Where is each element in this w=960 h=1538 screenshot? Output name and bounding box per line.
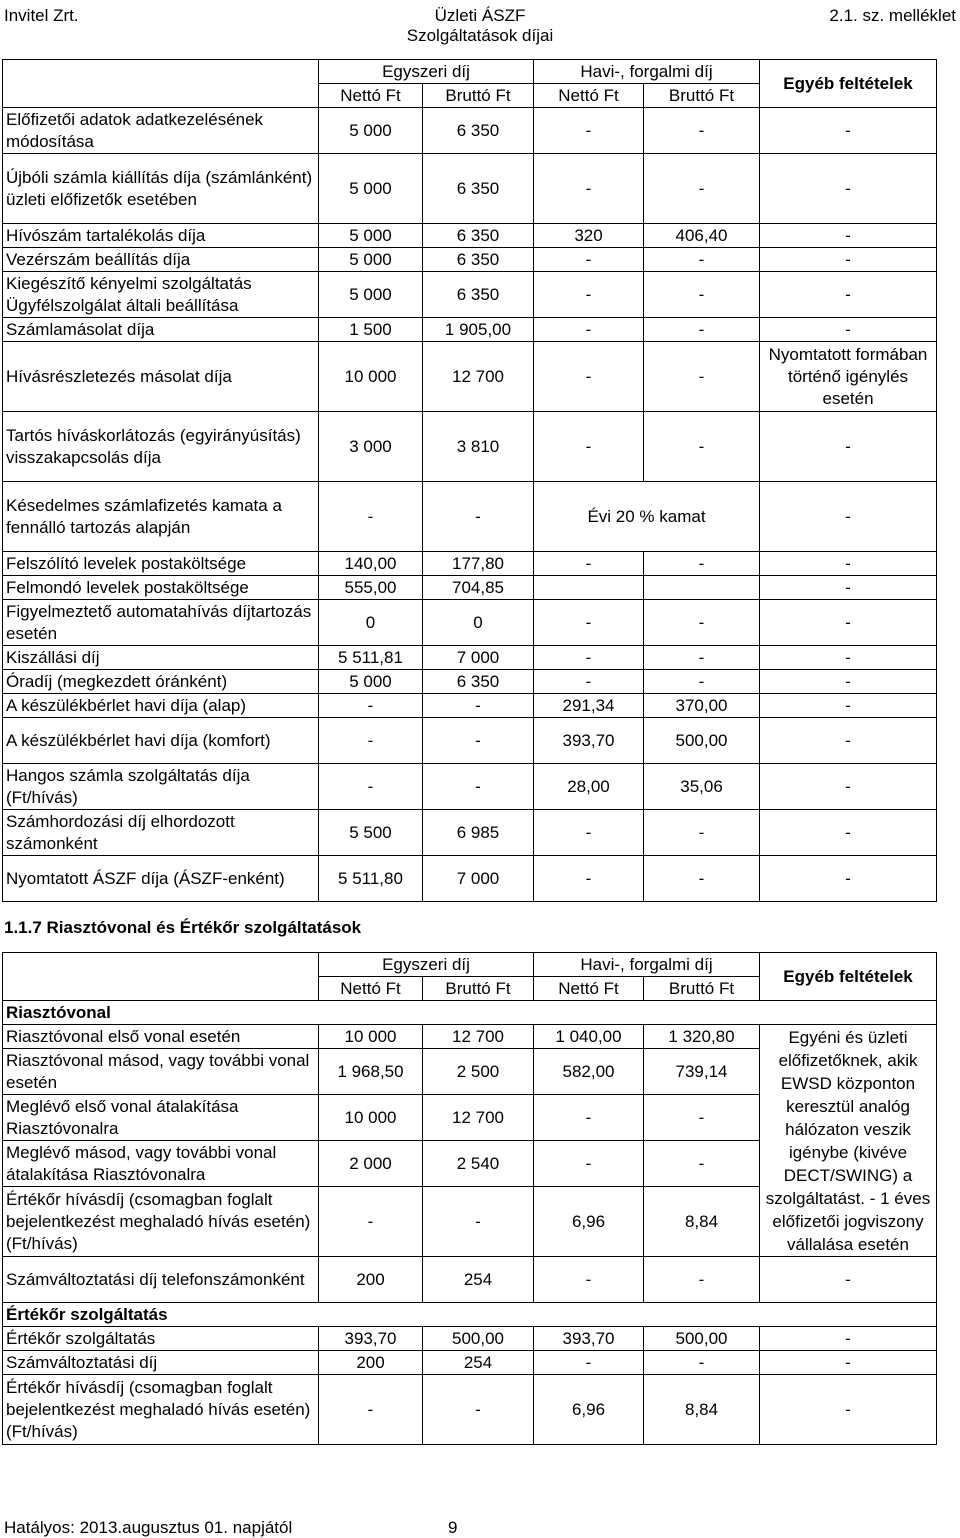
fee-label: Számlamásolat díja — [3, 318, 319, 342]
fee-label: Értékőr hívásdíj (csomagban foglalt bejelentkezést meghaladó hívás esetén) (Ft/hívás) — [3, 1375, 319, 1445]
fee-label: Hívásrészletezés másolat díja — [3, 342, 319, 412]
monthly-net: - — [534, 108, 644, 154]
monthly-gross: - — [644, 600, 760, 646]
other-conditions: - — [760, 600, 937, 646]
one-time-net: 5 500 — [319, 810, 423, 856]
monthly-net: - — [534, 248, 644, 272]
monthly-net: 393,70 — [534, 1327, 644, 1351]
monthly-net: 320 — [534, 224, 644, 248]
header-empty-cell — [3, 953, 319, 1001]
fee-label: Vezérszám beállítás díja — [3, 248, 319, 272]
fee-label: Hívószám tartalékolás díja — [3, 224, 319, 248]
one-time-gross: 2 500 — [423, 1049, 534, 1095]
one-time-net: 5 000 — [319, 224, 423, 248]
one-time-net: 5 511,80 — [319, 856, 423, 902]
table-row — [3, 718, 937, 764]
monthly-net: - — [534, 1257, 644, 1303]
table-row — [3, 694, 937, 718]
fee-label: A készülékbérlet havi díja (komfort) — [3, 718, 319, 764]
monthly-net: - — [534, 670, 644, 694]
one-time-net: 1 500 — [319, 318, 423, 342]
fee-label: Felszólító levelek postaköltsége — [3, 552, 319, 576]
other-conditions: - — [760, 718, 937, 764]
one-time-gross: 0 — [423, 600, 534, 646]
monthly-gross: - — [644, 1095, 760, 1141]
header-one-time-fee: Egyszeri díj — [319, 953, 534, 977]
other-conditions: - — [760, 224, 937, 248]
table-row — [3, 318, 937, 342]
one-time-gross: 254 — [423, 1351, 534, 1375]
fee-label: Késedelmes számlafizetés kamata a fennálló tartozás alapján — [3, 482, 319, 552]
monthly-gross: - — [644, 412, 760, 482]
one-time-gross: 6 350 — [423, 224, 534, 248]
effective-date: Hatályos: 2013.augusztus 01. napjától — [4, 1518, 293, 1537]
fee-label: Óradíj (megkezdett óránként) — [3, 670, 319, 694]
one-time-gross: 6 350 — [423, 248, 534, 272]
one-time-gross: - — [423, 482, 534, 552]
table-row — [3, 482, 937, 552]
header-empty-cell — [3, 60, 319, 108]
monthly-gross: - — [644, 248, 760, 272]
one-time-net: 5 000 — [319, 154, 423, 224]
other-conditions: Nyomtatott formában történő igénylés esetén — [760, 342, 937, 412]
one-time-gross: 3 810 — [423, 412, 534, 482]
other-conditions: - — [760, 552, 937, 576]
monthly-gross: 500,00 — [644, 1327, 760, 1351]
one-time-net: 555,00 — [319, 576, 423, 600]
one-time-net: 1 968,50 — [319, 1049, 423, 1095]
other-conditions: - — [760, 764, 937, 810]
one-time-gross: 6 985 — [423, 810, 534, 856]
one-time-gross: 12 700 — [423, 1095, 534, 1141]
table-row — [3, 272, 937, 318]
one-time-net: 10 000 — [319, 1025, 423, 1049]
one-time-gross: 177,80 — [423, 552, 534, 576]
table-row — [3, 342, 937, 412]
monthly-gross: - — [644, 1257, 760, 1303]
header-gross: Bruttó Ft — [423, 84, 534, 108]
one-time-gross: 6 350 — [423, 272, 534, 318]
one-time-net: 5 000 — [319, 272, 423, 318]
monthly-gross: 739,14 — [644, 1049, 760, 1095]
one-time-gross: - — [423, 1187, 534, 1257]
one-time-gross: - — [423, 764, 534, 810]
monthly-net: 28,00 — [534, 764, 644, 810]
monthly-net: - — [534, 600, 644, 646]
one-time-gross: 704,85 — [423, 576, 534, 600]
table-row — [3, 764, 937, 810]
monthly-gross: 1 320,80 — [644, 1025, 760, 1049]
table-row — [3, 600, 937, 646]
monthly-net: - — [534, 154, 644, 224]
header-one-time-fee: Egyszeri díj — [319, 60, 534, 84]
company-name: Invitel Zrt. — [4, 6, 79, 25]
monthly-gross: - — [644, 646, 760, 670]
monthly-net: - — [534, 342, 644, 412]
other-conditions: - — [760, 1327, 937, 1351]
monthly-gross: 500,00 — [644, 718, 760, 764]
monthly-net: - — [534, 810, 644, 856]
other-conditions: - — [760, 482, 937, 552]
other-conditions: - — [760, 576, 937, 600]
fee-label: Kiegészítő kényelmi szolgáltatás Ügyfélszolgálat általi beállítása — [3, 272, 319, 318]
fee-label: Értékőr hívásdíj (csomagban foglalt bejelentkezést meghaladó hívás esetén) (Ft/hívás) — [3, 1187, 319, 1257]
fee-label: Újbóli számla kiállítás díja (számlánként) üzleti előfizetők esetében — [3, 154, 319, 224]
one-time-gross: - — [423, 1375, 534, 1445]
monthly-fee-combined: Évi 20 % kamat — [534, 482, 760, 552]
other-conditions: - — [760, 412, 937, 482]
group-title-ertekor: Értékőr szolgáltatás — [3, 1303, 937, 1327]
document-title-line1: Üzleti ÁSZF — [434, 6, 526, 25]
one-time-gross: 6 350 — [423, 670, 534, 694]
section-title: 1.1.7 Riasztóvonal és Értékőr szolgáltatások — [4, 918, 362, 937]
one-time-net: 200 — [319, 1351, 423, 1375]
other-conditions: - — [760, 1375, 937, 1445]
other-conditions: - — [760, 670, 937, 694]
monthly-gross: - — [644, 1351, 760, 1375]
monthly-net: - — [534, 318, 644, 342]
table-row — [3, 248, 937, 272]
monthly-net: - — [534, 1141, 644, 1187]
header-gross: Bruttó Ft — [644, 977, 760, 1001]
one-time-net: 393,70 — [319, 1327, 423, 1351]
monthly-net: - — [534, 1095, 644, 1141]
other-conditions: - — [760, 154, 937, 224]
other-conditions: - — [760, 810, 937, 856]
table-row — [3, 552, 937, 576]
fee-label: Riasztóvonal első vonal esetén — [3, 1025, 319, 1049]
fee-label: Számhordozási díj elhordozott számonként — [3, 810, 319, 856]
fee-label: Kiszállási díj — [3, 646, 319, 670]
one-time-gross: 12 700 — [423, 342, 534, 412]
one-time-net: 0 — [319, 600, 423, 646]
monthly-net — [534, 576, 644, 600]
one-time-net: 5 000 — [319, 670, 423, 694]
header-gross: Bruttó Ft — [644, 84, 760, 108]
group-title-riasztovonal: Riasztóvonal — [3, 1001, 937, 1025]
fee-label: A készülékbérlet havi díja (alap) — [3, 694, 319, 718]
monthly-gross: 370,00 — [644, 694, 760, 718]
monthly-gross: - — [644, 108, 760, 154]
monthly-net: 393,70 — [534, 718, 644, 764]
table-row — [3, 224, 937, 248]
table-row — [3, 412, 937, 482]
monthly-gross: - — [644, 552, 760, 576]
one-time-net: - — [319, 694, 423, 718]
other-conditions-note: Egyéni és üzleti előfizetőknek, akik EWSD központon keresztül analóg hálózaton veszik igénybe (kivéve DECT/SWING) a szolgáltatást. - 1 éves előfizetői jogviszony vállalása esetén — [760, 1025, 937, 1257]
one-time-gross: 500,00 — [423, 1327, 534, 1351]
one-time-net: 10 000 — [319, 1095, 423, 1141]
table-row — [3, 576, 937, 600]
monthly-net: - — [534, 646, 644, 670]
monthly-net: 6,96 — [534, 1187, 644, 1257]
one-time-gross: 6 350 — [423, 154, 534, 224]
monthly-net: - — [534, 272, 644, 318]
header-net: Nettó Ft — [319, 977, 423, 1001]
fee-table-alarm — [2, 952, 937, 1445]
one-time-net: 2 000 — [319, 1141, 423, 1187]
other-conditions: - — [760, 1257, 937, 1303]
header-net: Nettó Ft — [534, 977, 644, 1001]
fee-label: Értékőr szolgáltatás — [3, 1327, 319, 1351]
monthly-net: - — [534, 856, 644, 902]
table-row — [3, 1351, 937, 1375]
one-time-net: 140,00 — [319, 552, 423, 576]
other-conditions: - — [760, 272, 937, 318]
monthly-gross: - — [644, 318, 760, 342]
one-time-gross: 254 — [423, 1257, 534, 1303]
fee-label: Számváltoztatási díj telefonszámonként — [3, 1257, 319, 1303]
table-row — [3, 1025, 937, 1049]
one-time-gross: - — [423, 694, 534, 718]
table-row — [3, 154, 937, 224]
one-time-net: 5 511,81 — [319, 646, 423, 670]
table-row — [3, 646, 937, 670]
header-gross: Bruttó Ft — [423, 977, 534, 1001]
fee-label: Riasztóvonal másod, vagy további vonal esetén — [3, 1049, 319, 1095]
fee-label: Meglévő másod, vagy további vonal átalakítása Riasztóvonalra — [3, 1141, 319, 1187]
one-time-net: 5 000 — [319, 108, 423, 154]
monthly-gross: 8,84 — [644, 1375, 760, 1445]
header-monthly-fee: Havi-, forgalmi díj — [534, 60, 760, 84]
header-net: Nettó Ft — [534, 84, 644, 108]
monthly-gross: - — [644, 810, 760, 856]
monthly-net: 6,96 — [534, 1375, 644, 1445]
monthly-gross — [644, 576, 760, 600]
table-row — [3, 1375, 937, 1445]
fee-label: Számváltoztatási díj — [3, 1351, 319, 1375]
one-time-gross: 6 350 — [423, 108, 534, 154]
one-time-net: 3 000 — [319, 412, 423, 482]
monthly-gross: - — [644, 1141, 760, 1187]
fee-label: Tartós híváskorlátozás (egyirányúsítás) visszakapcsolás díja — [3, 412, 319, 482]
table-row — [3, 1327, 937, 1351]
fee-table-general — [2, 59, 937, 902]
page-number: 9 — [448, 1518, 458, 1537]
other-conditions: - — [760, 248, 937, 272]
one-time-net: - — [319, 764, 423, 810]
one-time-gross: 7 000 — [423, 856, 534, 902]
one-time-net: 200 — [319, 1257, 423, 1303]
fee-label: Felmondó levelek postaköltsége — [3, 576, 319, 600]
monthly-net: 1 040,00 — [534, 1025, 644, 1049]
fee-label: Előfizetői adatok adatkezelésének módosítása — [3, 108, 319, 154]
other-conditions: - — [760, 108, 937, 154]
monthly-gross: 406,40 — [644, 224, 760, 248]
document-title-line2: Szolgáltatások díjai — [406, 26, 554, 45]
one-time-net: 10 000 — [319, 342, 423, 412]
header-net: Nettó Ft — [319, 84, 423, 108]
header-other-conditions: Egyéb feltételek — [760, 953, 937, 1001]
other-conditions: - — [760, 1351, 937, 1375]
table-row — [3, 856, 937, 902]
one-time-gross: 2 540 — [423, 1141, 534, 1187]
header-other-conditions: Egyéb feltételek — [760, 60, 937, 108]
one-time-gross: 7 000 — [423, 646, 534, 670]
monthly-net: 582,00 — [534, 1049, 644, 1095]
monthly-gross: 8,84 — [644, 1187, 760, 1257]
one-time-gross: 12 700 — [423, 1025, 534, 1049]
table-row — [3, 1257, 937, 1303]
monthly-net: 291,34 — [534, 694, 644, 718]
monthly-gross: - — [644, 272, 760, 318]
one-time-net: - — [319, 1187, 423, 1257]
table-row — [3, 108, 937, 154]
document-title — [0, 6, 960, 46]
group-row — [3, 1303, 937, 1327]
monthly-net: - — [534, 552, 644, 576]
one-time-gross: 1 905,00 — [423, 318, 534, 342]
one-time-net: - — [319, 1375, 423, 1445]
table-row — [3, 670, 937, 694]
fee-label: Hangos számla szolgáltatás díja (Ft/hívás) — [3, 764, 319, 810]
monthly-net: - — [534, 1351, 644, 1375]
appendix-label: 2.1. sz. melléklet — [829, 6, 956, 25]
monthly-gross: 35,06 — [644, 764, 760, 810]
one-time-net: 5 000 — [319, 248, 423, 272]
other-conditions: - — [760, 318, 937, 342]
one-time-net: - — [319, 718, 423, 764]
one-time-gross: - — [423, 718, 534, 764]
header-monthly-fee: Havi-, forgalmi díj — [534, 953, 760, 977]
fee-label: Nyomtatott ÁSZF díja (ÁSZF-enként) — [3, 856, 319, 902]
monthly-gross: - — [644, 670, 760, 694]
other-conditions: - — [760, 646, 937, 670]
monthly-net: - — [534, 412, 644, 482]
one-time-net: - — [319, 482, 423, 552]
monthly-gross: - — [644, 154, 760, 224]
other-conditions: - — [760, 856, 937, 902]
group-row — [3, 1001, 937, 1025]
monthly-gross: - — [644, 856, 760, 902]
table-row — [3, 810, 937, 856]
monthly-gross: - — [644, 342, 760, 412]
fee-label: Meglévő első vonal átalakítása Riasztóvonalra — [3, 1095, 319, 1141]
other-conditions: - — [760, 694, 937, 718]
fee-label: Figyelmeztető automatahívás díjtartozás esetén — [3, 600, 319, 646]
